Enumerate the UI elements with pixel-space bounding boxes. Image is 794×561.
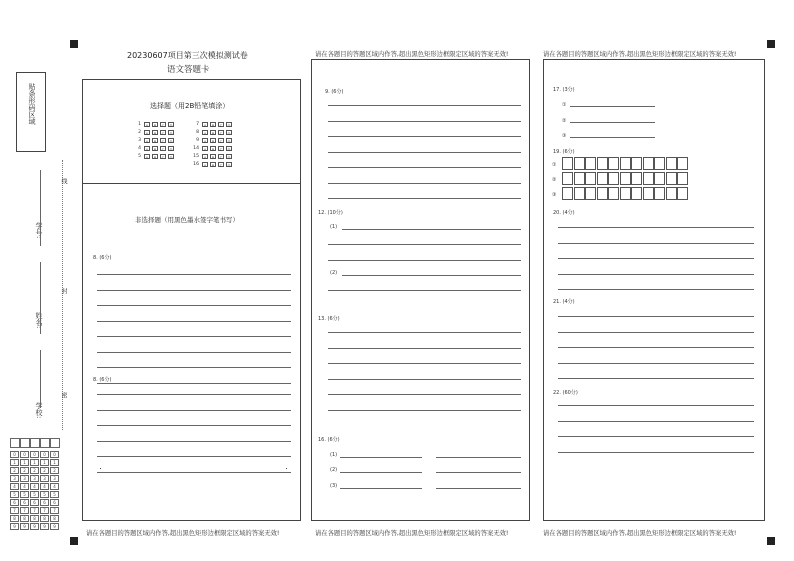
id-digit-bubble[interactable]: 0	[20, 451, 29, 458]
answer-line[interactable]	[570, 106, 655, 107]
id-digit-bubble[interactable]: 9	[10, 523, 19, 530]
choice-row	[192, 121, 234, 127]
id-digit-bubble[interactable]: 8	[40, 515, 49, 522]
choice-row	[134, 137, 176, 143]
warning-bottom-left: 请在各题目的答题区域内作答,超出黑色矩形边框限定区域的答案无效!	[86, 530, 280, 537]
school-line	[40, 350, 41, 408]
seal-char-3: 密	[60, 392, 67, 398]
id-digit-bubble[interactable]: 6	[50, 499, 59, 506]
answer-line[interactable]	[97, 305, 291, 306]
id-digit-bubble[interactable]: 7	[20, 507, 29, 514]
answer-line[interactable]	[97, 472, 291, 473]
choice-bubble[interactable]: B	[153, 130, 157, 136]
choice-bubble[interactable]: D	[169, 138, 173, 144]
choice-bubble[interactable]: B	[211, 138, 215, 144]
non-choice-title: 非选择题（用黑色墨水签字笔书写）	[135, 216, 239, 224]
answer-line[interactable]	[328, 394, 521, 395]
choice-bubble[interactable]: B	[153, 138, 157, 144]
answer-line[interactable]	[558, 274, 754, 275]
id-digit-bubble[interactable]: 7	[10, 507, 19, 514]
id-digit-bubble[interactable]: 0	[30, 451, 39, 458]
id-digit-bubble[interactable]: 5	[20, 491, 29, 498]
answer-line[interactable]	[328, 348, 521, 349]
mark-dot	[286, 468, 287, 469]
id-digit-bubble[interactable]: 2	[30, 467, 39, 474]
character-cell[interactable]	[597, 187, 608, 200]
id-digit-bubble[interactable]: 9	[40, 523, 49, 530]
character-cell[interactable]	[677, 172, 688, 185]
answer-line[interactable]	[558, 243, 754, 244]
choice-bubble[interactable]: A	[203, 162, 207, 168]
choice-row	[134, 129, 176, 135]
id-digit-bubble[interactable]: 1	[50, 459, 59, 466]
q8-label: 8. (6分)	[93, 255, 112, 261]
answer-line[interactable]	[342, 229, 521, 230]
q20-label: 20. (4分)	[553, 210, 575, 216]
choice-bubble[interactable]: B	[153, 146, 157, 152]
choice-number: 15	[193, 153, 199, 159]
registration-mark-bottom-left	[70, 537, 78, 545]
character-cell[interactable]	[574, 157, 585, 170]
answer-line[interactable]	[570, 122, 655, 123]
id-digit-bubble[interactable]: 1	[40, 459, 49, 466]
character-cell[interactable]	[620, 172, 631, 185]
answer-line[interactable]	[328, 332, 521, 333]
choice-bubble[interactable]: D	[169, 154, 173, 160]
id-digit-bubble[interactable]: 3	[30, 475, 39, 482]
answer-line[interactable]	[328, 379, 521, 380]
q12-label: 12. (10分)	[318, 210, 343, 216]
choice-row	[134, 153, 176, 159]
choice-number: 3	[138, 137, 141, 143]
answer-line[interactable]	[97, 274, 291, 275]
q22-label: 22. (60分)	[553, 390, 578, 396]
id-digit-bubble[interactable]: 4	[40, 483, 49, 490]
id-digit-bubble[interactable]: 5	[40, 491, 49, 498]
id-digit-bubble[interactable]: 3	[20, 475, 29, 482]
answer-line[interactable]	[558, 332, 754, 333]
character-cell[interactable]	[666, 157, 677, 170]
choice-row	[192, 161, 234, 167]
choice-bubble[interactable]: D	[227, 154, 231, 160]
answer-line[interactable]	[558, 378, 754, 379]
choice-bubble[interactable]: A	[203, 122, 207, 128]
q19-sub1: ①	[552, 162, 557, 168]
choice-number: 1	[138, 121, 141, 127]
q19-sub3: ③	[552, 192, 557, 198]
answer-line[interactable]	[328, 198, 521, 199]
answer-line[interactable]	[97, 441, 291, 442]
id-digit-bubble[interactable]: 7	[40, 507, 49, 514]
q12-sub1: (1)	[330, 224, 338, 230]
answer-line[interactable]	[328, 105, 521, 106]
choice-bubble[interactable]: C	[161, 122, 165, 128]
choice-bubble[interactable]: C	[219, 162, 223, 168]
seal-char-2: 封	[60, 288, 67, 294]
q19-label: 19. (6分)	[553, 149, 575, 155]
id-digit-bubble[interactable]: 2	[50, 467, 59, 474]
barcode-area	[16, 72, 46, 152]
character-cell[interactable]	[574, 187, 585, 200]
choice-bubble[interactable]: A	[203, 138, 207, 144]
choice-bubble[interactable]: A	[203, 146, 207, 152]
warning-top-right: 请在各题目的答题区域内作答,超出黑色矩形边框限定区域的答案无效!	[543, 51, 737, 58]
answer-line[interactable]	[328, 290, 521, 291]
id-digit-bubble[interactable]: 4	[30, 483, 39, 490]
choice-bubble[interactable]: A	[203, 154, 207, 160]
answer-line[interactable]	[436, 457, 521, 458]
answer-line[interactable]	[558, 258, 754, 259]
answer-line[interactable]	[342, 275, 521, 276]
answer-line[interactable]	[97, 336, 291, 337]
character-cell[interactable]	[677, 157, 688, 170]
warning-bottom-right: 请在各题目的答题区域内作答,超出黑色矩形边框限定区域的答案无效!	[543, 530, 737, 537]
choice-section-title: 选择题（用2B铅笔填涂）	[150, 102, 230, 110]
id-digit-bubble[interactable]: 1	[30, 459, 39, 466]
q17-sub3: ③	[562, 133, 567, 139]
q13-label: 13. (6分)	[318, 316, 340, 322]
choice-row	[192, 137, 234, 143]
answer-line[interactable]	[328, 183, 521, 184]
answer-line[interactable]	[570, 137, 655, 138]
choice-row	[134, 145, 176, 151]
id-digit-bubble[interactable]: 2	[40, 467, 49, 474]
id-digit-bubble[interactable]: 3	[10, 475, 19, 482]
character-cell[interactable]	[677, 187, 688, 200]
choice-row	[192, 145, 234, 151]
character-cell[interactable]	[574, 172, 585, 185]
choice-bubble[interactable]: C	[219, 122, 223, 128]
answer-line[interactable]	[328, 152, 521, 153]
registration-mark-top-right	[767, 40, 775, 48]
answer-line[interactable]	[328, 363, 521, 364]
choice-bubble[interactable]: B	[211, 162, 215, 168]
answer-line[interactable]	[97, 352, 291, 353]
exam-title: 20230607项目第三次模拟测试卷	[127, 51, 248, 60]
answer-line[interactable]	[558, 363, 754, 364]
answer-line[interactable]	[328, 136, 521, 137]
answer-line[interactable]	[558, 421, 754, 422]
id-digit-bubble[interactable]: 8	[10, 515, 19, 522]
answer-line[interactable]	[97, 410, 291, 411]
choice-bubble[interactable]: B	[211, 154, 215, 160]
id-digit-bubble[interactable]: 9	[30, 523, 39, 530]
id-digit-bubble[interactable]: 7	[30, 507, 39, 514]
q12-sub2: (2)	[330, 270, 338, 276]
character-cell[interactable]	[666, 187, 677, 200]
choice-bubble[interactable]: D	[227, 162, 231, 168]
character-cell[interactable]	[643, 172, 654, 185]
choice-bubble[interactable]: C	[161, 154, 165, 160]
choice-bubble[interactable]: D	[169, 146, 173, 152]
id-digit-bubble[interactable]: 4	[50, 483, 59, 490]
registration-mark-top-left	[70, 40, 78, 48]
choice-number: 16	[193, 161, 199, 167]
choice-bubble[interactable]: C	[219, 154, 223, 160]
id-digit-bubble[interactable]: 5	[50, 491, 59, 498]
choice-number: 14	[193, 145, 199, 151]
q17-sub2: ②	[562, 118, 567, 124]
answer-line[interactable]	[97, 394, 291, 395]
choice-number: 8	[196, 129, 199, 135]
choice-number: 7	[196, 121, 199, 127]
choice-bubble[interactable]: D	[227, 138, 231, 144]
q16-label: 16. (6分)	[318, 437, 340, 443]
character-cell[interactable]	[597, 157, 608, 170]
id-digit-bubble[interactable]: 5	[30, 491, 39, 498]
answer-line[interactable]	[340, 472, 422, 473]
mark-dot	[100, 468, 101, 469]
answer-line[interactable]	[328, 260, 521, 261]
character-cell[interactable]	[585, 157, 596, 170]
id-digit-bubble[interactable]: 2	[20, 467, 29, 474]
character-cell[interactable]	[654, 157, 665, 170]
choice-bubble[interactable]: D	[227, 130, 231, 136]
choice-bubble[interactable]: B	[211, 122, 215, 128]
answer-line[interactable]	[340, 488, 422, 489]
choice-row	[192, 129, 234, 135]
answer-line[interactable]	[436, 488, 521, 489]
id-digit-bubble[interactable]: 8	[20, 515, 29, 522]
character-cell[interactable]	[620, 187, 631, 200]
warning-bottom-middle: 请在各题目的答题区域内作答,超出黑色矩形边框限定区域的答案无效!	[315, 530, 509, 537]
character-cell[interactable]	[585, 187, 596, 200]
q8b-label: 8. (6分)	[93, 377, 112, 383]
choice-bubble[interactable]: D	[227, 122, 231, 128]
choice-bubble[interactable]: B	[153, 122, 157, 128]
choice-bubble[interactable]: B	[211, 130, 215, 136]
character-cell[interactable]	[643, 157, 654, 170]
choice-bubble[interactable]: B	[211, 146, 215, 152]
answer-line[interactable]	[558, 436, 754, 437]
choice-bubble[interactable]: D	[169, 122, 173, 128]
answer-line[interactable]	[97, 383, 291, 384]
section-divider	[82, 183, 301, 184]
answer-line[interactable]	[328, 244, 521, 245]
answer-line[interactable]	[328, 167, 521, 168]
id-digit-bubble[interactable]: 2	[10, 467, 19, 474]
id-digit-bubble[interactable]: 3	[50, 475, 59, 482]
character-cell[interactable]	[666, 172, 677, 185]
id-digit-bubble[interactable]: 5	[10, 491, 19, 498]
answer-line[interactable]	[436, 472, 521, 473]
choice-bubble[interactable]: C	[161, 130, 165, 136]
id-digit-bubble[interactable]: 9	[50, 523, 59, 530]
answer-line[interactable]	[558, 316, 754, 317]
answer-line[interactable]	[340, 457, 422, 458]
answer-line[interactable]	[97, 456, 291, 457]
id-digit-bubble[interactable]: 0	[10, 451, 19, 458]
answer-line[interactable]	[558, 289, 754, 290]
q19-sub2: ②	[552, 177, 557, 183]
id-digit-bubble[interactable]: 4	[10, 483, 19, 490]
character-cell[interactable]	[643, 187, 654, 200]
choice-number: 9	[196, 137, 199, 143]
character-cell[interactable]	[562, 157, 573, 170]
character-cell[interactable]	[608, 187, 619, 200]
character-cell[interactable]	[608, 172, 619, 185]
id-digit-bubble[interactable]: 3	[40, 475, 49, 482]
answer-line[interactable]	[97, 367, 291, 368]
character-cell[interactable]	[631, 157, 642, 170]
choice-number: 5	[138, 153, 141, 159]
choice-bubble[interactable]: C	[161, 146, 165, 152]
q17-label: 17. (3分)	[553, 87, 575, 93]
seal-char-1: 线	[60, 178, 67, 184]
choice-number: 2	[138, 129, 141, 135]
choice-bubble[interactable]: A	[145, 130, 149, 136]
registration-mark-bottom-right	[767, 537, 775, 545]
answer-line[interactable]	[328, 410, 521, 411]
character-cell[interactable]	[631, 172, 642, 185]
id-digit-bubble[interactable]: 6	[10, 499, 19, 506]
q16-sub2: (2)	[330, 467, 338, 473]
id-digit-bubble[interactable]: 7	[50, 507, 59, 514]
choice-bubble[interactable]: D	[227, 146, 231, 152]
id-digit-bubble[interactable]: 4	[20, 483, 29, 490]
character-cell[interactable]	[585, 172, 596, 185]
character-cell[interactable]	[654, 187, 665, 200]
choice-bubble[interactable]: C	[161, 138, 165, 144]
answer-line[interactable]	[558, 452, 754, 453]
choice-bubble[interactable]: B	[153, 154, 157, 160]
q21-label: 21. (4分)	[553, 299, 575, 305]
choice-number: 4	[138, 145, 141, 151]
id-digit-bubble[interactable]: 8	[50, 515, 59, 522]
choice-row	[192, 153, 234, 159]
name-line	[40, 262, 41, 334]
q17-sub1: ①	[562, 102, 567, 108]
choice-bubble[interactable]: C	[219, 138, 223, 144]
choice-bubble[interactable]: A	[203, 130, 207, 136]
id-digit-bubble[interactable]: 6	[20, 499, 29, 506]
q9-label: 9. (6分)	[325, 89, 344, 95]
id-digit-bubble[interactable]: 6	[40, 499, 49, 506]
choice-row	[134, 121, 176, 127]
school-label: 学校:	[35, 402, 43, 419]
choice-bubble[interactable]: A	[145, 138, 149, 144]
id-digit-bubble[interactable]: 8	[30, 515, 39, 522]
answer-line[interactable]	[97, 321, 291, 322]
answer-line[interactable]	[558, 347, 754, 348]
answer-line[interactable]	[558, 227, 754, 228]
id-digit-bubble[interactable]: 0	[50, 451, 59, 458]
id-digit-bubble[interactable]: 1	[20, 459, 29, 466]
character-cell[interactable]	[654, 172, 665, 185]
character-cell[interactable]	[597, 172, 608, 185]
character-cell[interactable]	[608, 157, 619, 170]
student-id-line	[40, 170, 41, 246]
id-digit-bubble[interactable]: 6	[30, 499, 39, 506]
warning-top-middle: 请在各题目的答题区域内作答,超出黑色矩形边框限定区域的答案无效!	[315, 51, 509, 58]
character-cell[interactable]	[620, 157, 631, 170]
seal-dotted-line	[62, 160, 63, 430]
answer-line[interactable]	[97, 425, 291, 426]
answer-line[interactable]	[97, 290, 291, 291]
id-digit-bubble[interactable]: 0	[40, 451, 49, 458]
choice-bubble[interactable]: A	[145, 146, 149, 152]
choice-bubble[interactable]: A	[145, 154, 149, 160]
character-cell[interactable]	[562, 172, 573, 185]
q16-sub1: (1)	[330, 452, 338, 458]
name-label: 姓名:	[35, 312, 43, 329]
student-id-label: 学号:	[35, 222, 43, 239]
answer-line[interactable]	[558, 405, 754, 406]
q16-sub3: (3)	[330, 483, 338, 489]
id-digit-bubble[interactable]: 9	[20, 523, 29, 530]
answer-line[interactable]	[328, 121, 521, 122]
choice-bubble[interactable]: A	[145, 122, 149, 128]
barcode-label: 贴条形码区域	[28, 83, 36, 125]
id-digit-bubble[interactable]: 1	[10, 459, 19, 466]
character-cell[interactable]	[562, 187, 573, 200]
choice-bubble[interactable]: C	[219, 130, 223, 136]
choice-bubble[interactable]: C	[219, 146, 223, 152]
choice-bubble[interactable]: D	[169, 130, 173, 136]
exam-subtitle: 语文答题卡	[167, 65, 210, 75]
character-cell[interactable]	[631, 187, 642, 200]
